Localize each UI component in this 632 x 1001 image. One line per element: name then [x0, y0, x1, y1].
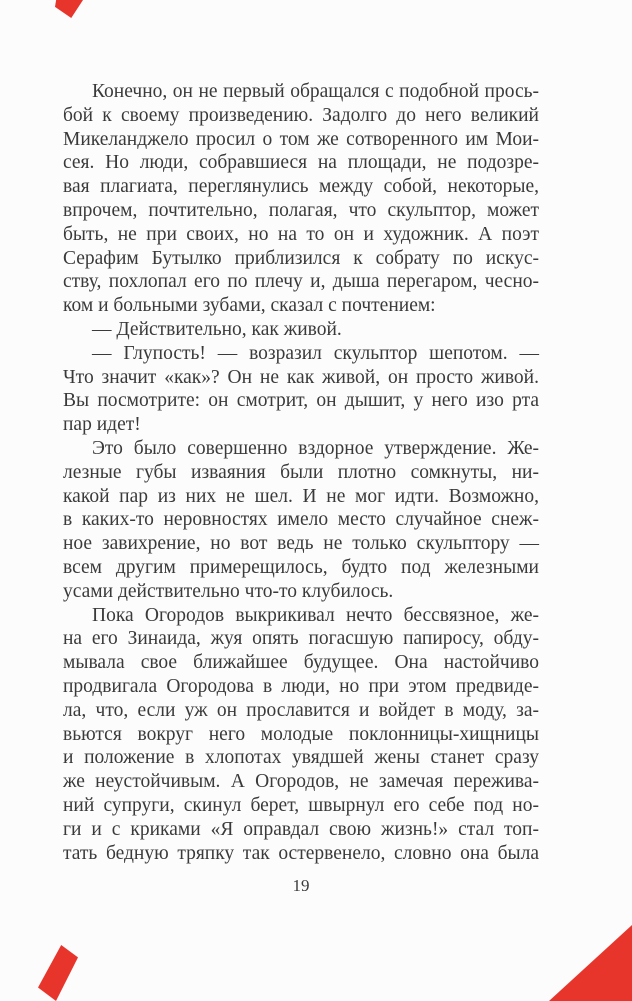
text-line: Серафим Бутылко приблизился к собрату по искус-	[63, 247, 539, 269]
text-line: продвигала Огородова в люди, но при этом предвиде-	[63, 675, 539, 697]
text-block	[63, 80, 539, 865]
text-line: тать бедную тряпку так остервенело, словно она была	[63, 842, 539, 864]
paragraph	[63, 80, 539, 318]
text-line: Что значит «как»? Он не как живой, он просто живой.	[63, 366, 539, 388]
text-line: Вы посмотрите: он смотрит, он дышит, у него изо рта	[63, 390, 539, 412]
text-line: же неустойчивым. А Огородов, не замечая пережива-	[63, 771, 539, 793]
text-line: в каких-то неровностях имело место случайное снеж-	[63, 509, 539, 531]
text-line: на его Зинаида, жуя опять погасшую папиросу, обду-	[63, 628, 539, 650]
text-line: сея. Но люди, собравшиеся на площади, не подозре-	[63, 152, 539, 174]
text-line: ное завихрение, но вот ведь не только скульптору —	[63, 533, 539, 555]
text-line: Это было совершенно вздорное утверждение. Же-	[92, 437, 539, 459]
text-line: ний супруги, скинул берет, швырнул его себе под но-	[63, 794, 539, 816]
text-line: и положение в хлопотах увядшей жены станет сразу	[63, 747, 539, 769]
text-line: усами действительно что-то клубилось.	[63, 580, 394, 602]
paragraph	[63, 437, 539, 604]
text-line: Микеланджело просил о том же сотворенного им Мои-	[63, 128, 539, 150]
text-line: бой к своему произведению. Задолго до него великий	[63, 104, 539, 126]
text-line: вьются вокруг него молодые поклонницы-хищницы	[63, 723, 539, 745]
text-line: какой пар из них не шел. И не мог идти. Возможно,	[63, 485, 539, 507]
text-line: впрочем, почтительно, полагая, что скульптор, может	[63, 199, 539, 221]
paragraph	[63, 318, 539, 342]
text-line: мывала свое ближайшее будущее. Она настойчиво	[63, 652, 539, 674]
text-line: пар идет!	[63, 414, 141, 436]
red-corner-mark-bottom-left	[38, 945, 78, 1001]
text-line: лезные губы изваяния были плотно сомкнуты, ни-	[63, 461, 539, 483]
text-line: — Глупость! — возразил скульптор шепотом. —	[92, 342, 539, 364]
text-line: ги и с криками «Я оправдал свою жизнь!» стал топ-	[63, 818, 539, 840]
text-line: быть, не при своих, но на то он и художник. А поэт	[63, 223, 539, 245]
text-line: — Действительно, как живой.	[92, 318, 342, 340]
paragraph	[63, 604, 539, 866]
text-line: Пока Огородов выкрикивал нечто бессвязное, же-	[92, 604, 539, 626]
text-line: Конечно, он не первый обращался с подобной прось-	[92, 81, 539, 102]
red-corner-mark-bottom-right	[549, 925, 632, 1001]
text-line: ству, похлопал его по плечу и, дыша перегаром, чесно-	[63, 271, 539, 293]
red-corner-mark-top-left	[55, 0, 83, 18]
text-line: ла, что, если уж он прославится и войдет в моду, за-	[63, 699, 539, 721]
paragraph	[63, 342, 539, 437]
text-line: ком и больными зубами, сказал с почтением:	[63, 295, 436, 317]
text-line: вая плагиата, переглянулись между собой, некоторые,	[63, 176, 539, 198]
text-line: всем другим примерещилось, будто под железными	[63, 556, 539, 578]
page-number: 19	[292, 876, 310, 895]
